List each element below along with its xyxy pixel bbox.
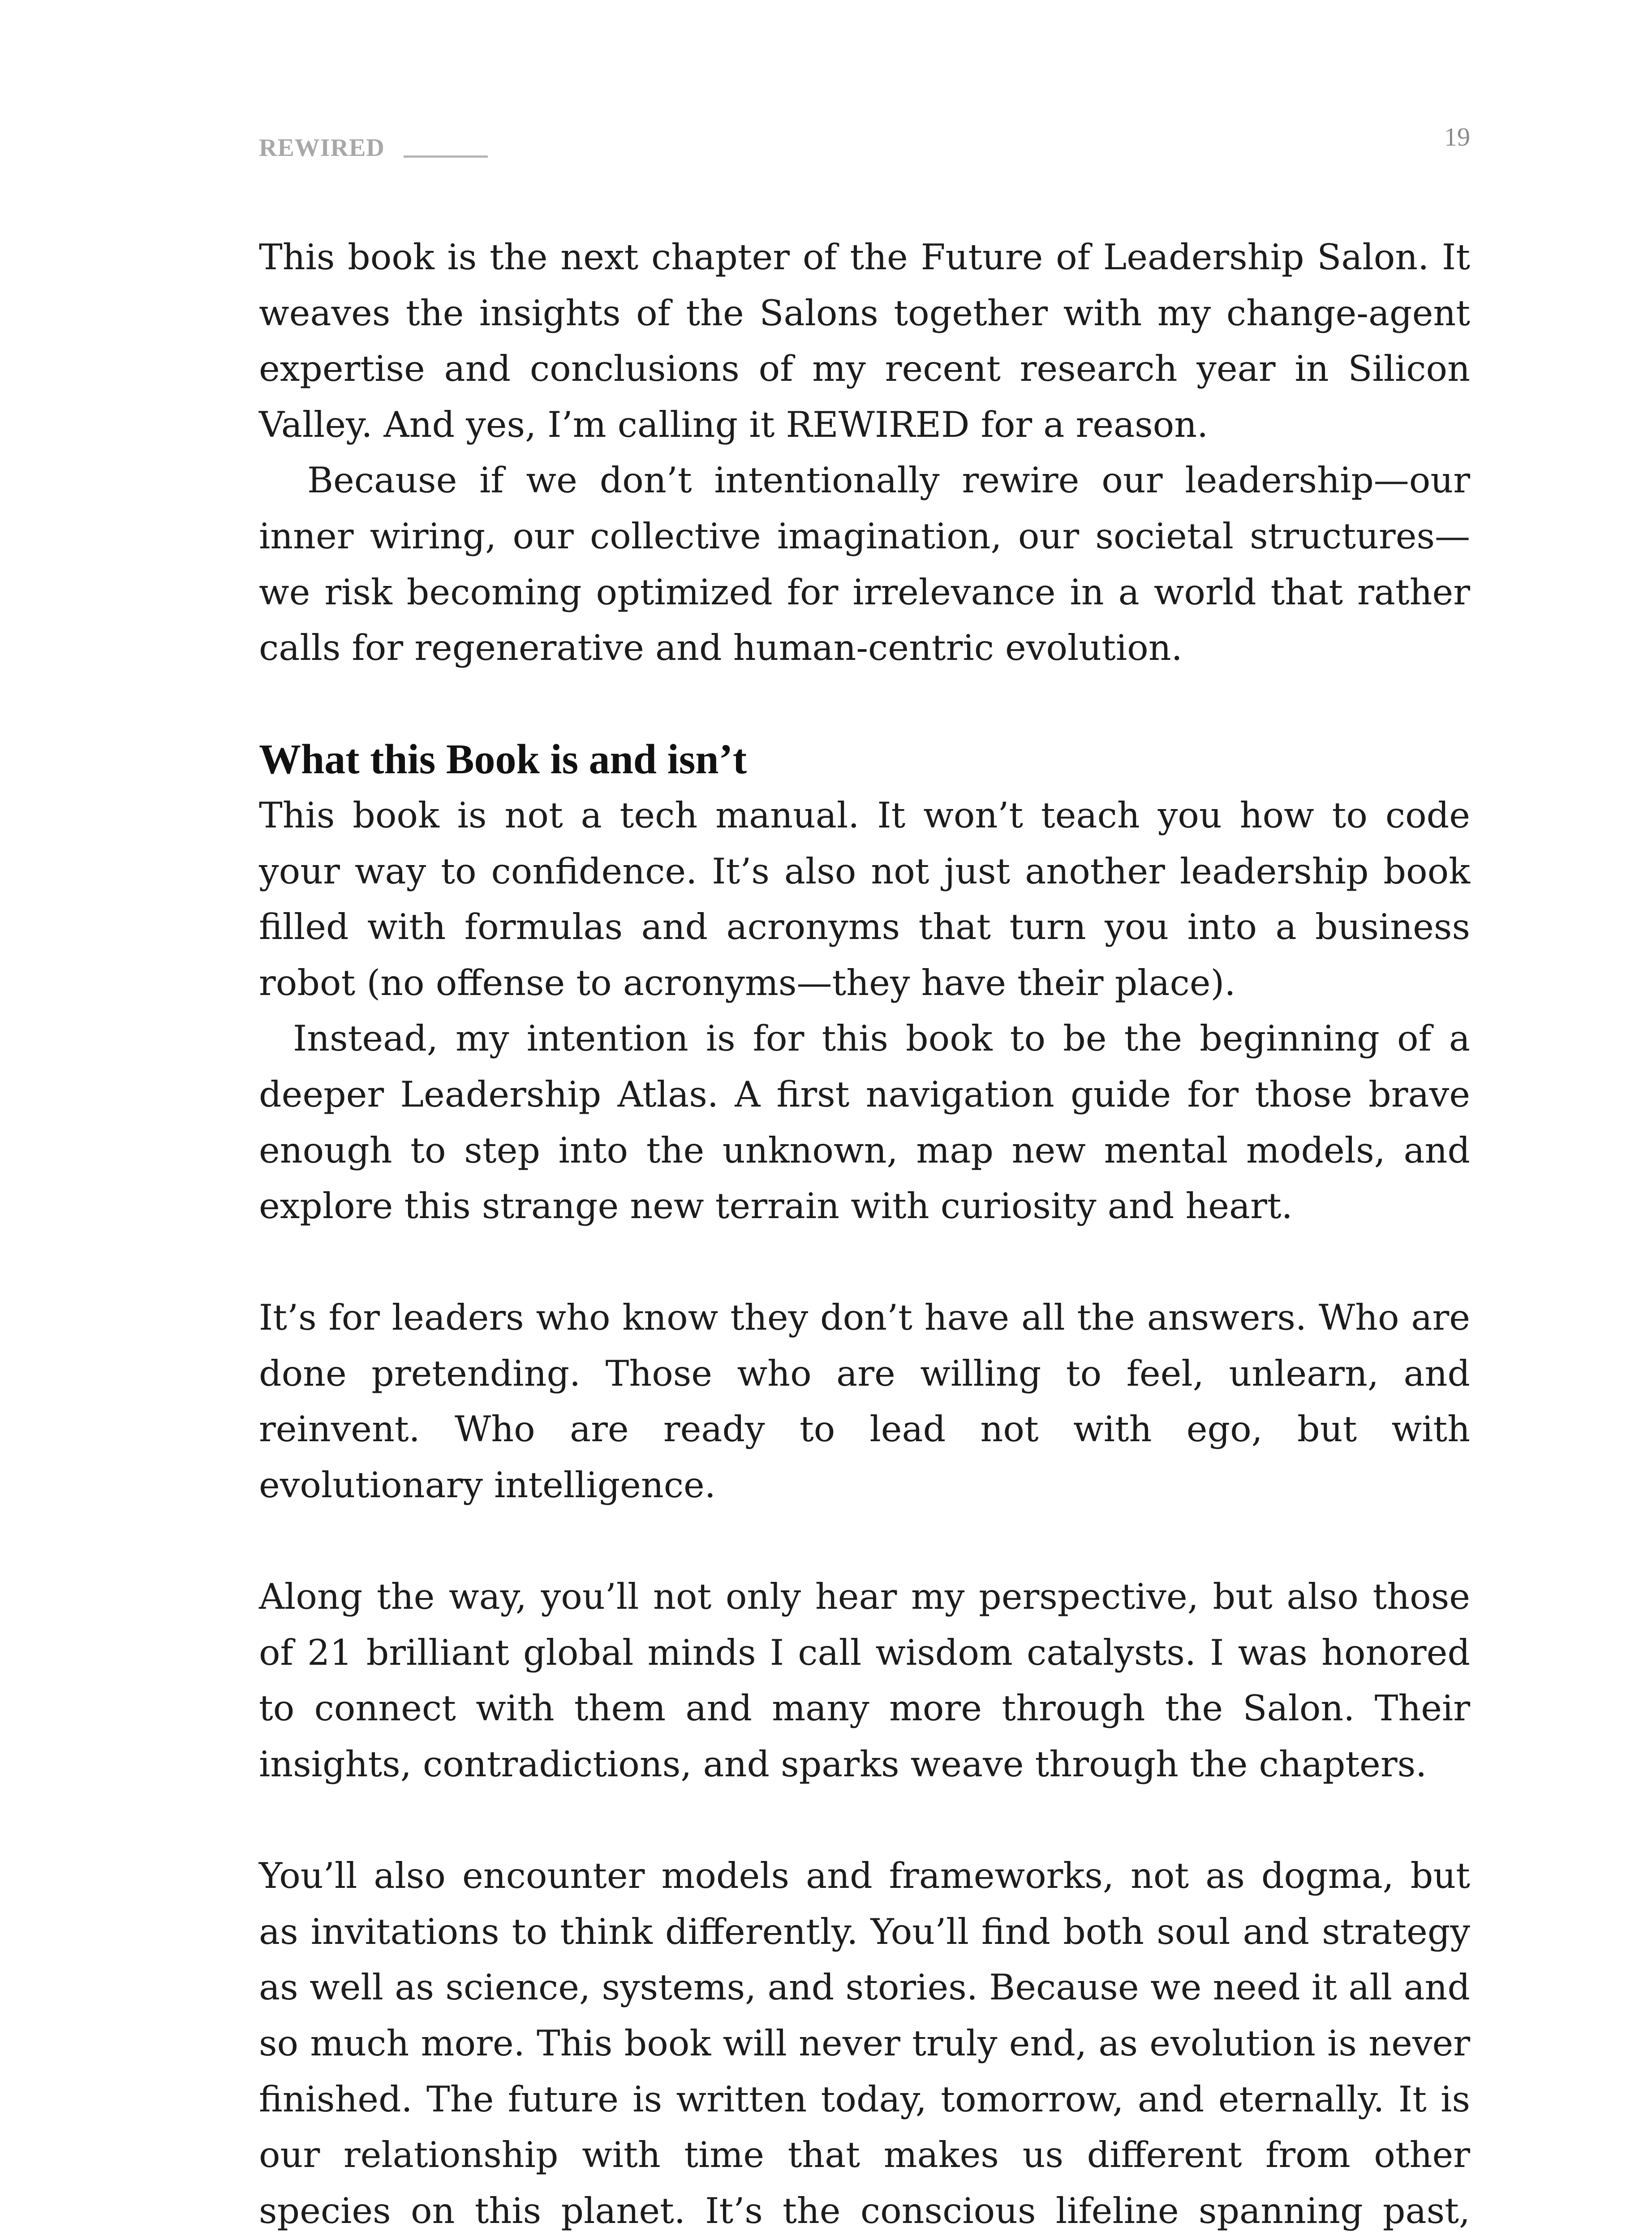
running-head-rule [404,155,488,158]
running-head [259,134,488,162]
paragraph: You’ll also encounter models and frameworks, not as dogma, but as invitations to think differently. You’ll find both soul and strategy as well as science, systems, and stories. Because we need it all and so much more. This book will never truly end, as evolution is never finished. The future is written today, tomorrow, and eternally. It is our relationship with time that makes us different from other species on this planet. It’s the conscious lifeline spanning past, [259,1855,1470,2231]
paragraph: Instead, my intention is for this book to be the beginning of a deeper Leadership Atlas. A first navigation guide for those brave enough to step into the unknown, map new mental models, and explore this strange new terrain with curiosity and heart. [259,1018,1470,1227]
paragraph: Along the way, you’ll not only hear my perspective, but also those of 21 brilliant global minds I call wisdom catalysts. I was honored to connect with them and many more through the Salon. Their insights, contradictions, and sparks weave through the chapters. [259,1576,1470,1785]
paragraph: This book is not a tech manual. It won’t teach you how to code your way to confidence. It’s also not just another leadership book filled with formulas and acronyms that turn you into a business robot (no offense to acronyms—they have their place). [259,794,1470,1004]
page-number: 19 [1444,122,1470,151]
section-heading: What this Book is and isn’t [259,736,747,783]
paragraph: It’s for leaders who know they don’t have all the answers. Who are done pretending. Those who are willing to feel, unlearn, and reinvent. Who are ready to lead not with ego, but with evolutionary intelligence. [259,1297,1470,1506]
paragraph: This book is the next chapter of the Future of Leadership Salon. It weaves the insights of the Salons together with my change-agent expertise and conclusions of my recent research year in Silicon Valley. And yes, I’m calling it REWIRED for a reason. [259,237,1470,445]
paragraph: Because if we don’t intentionally rewire our leadership—our inner wiring, our collective imagination, our societal structures—we risk becoming optimized for irrelevance in a world that rather calls for regenerative and human-centric evolution. [259,460,1470,669]
body-text [259,229,1470,2240]
running-head-title: REWIRED [259,134,385,162]
